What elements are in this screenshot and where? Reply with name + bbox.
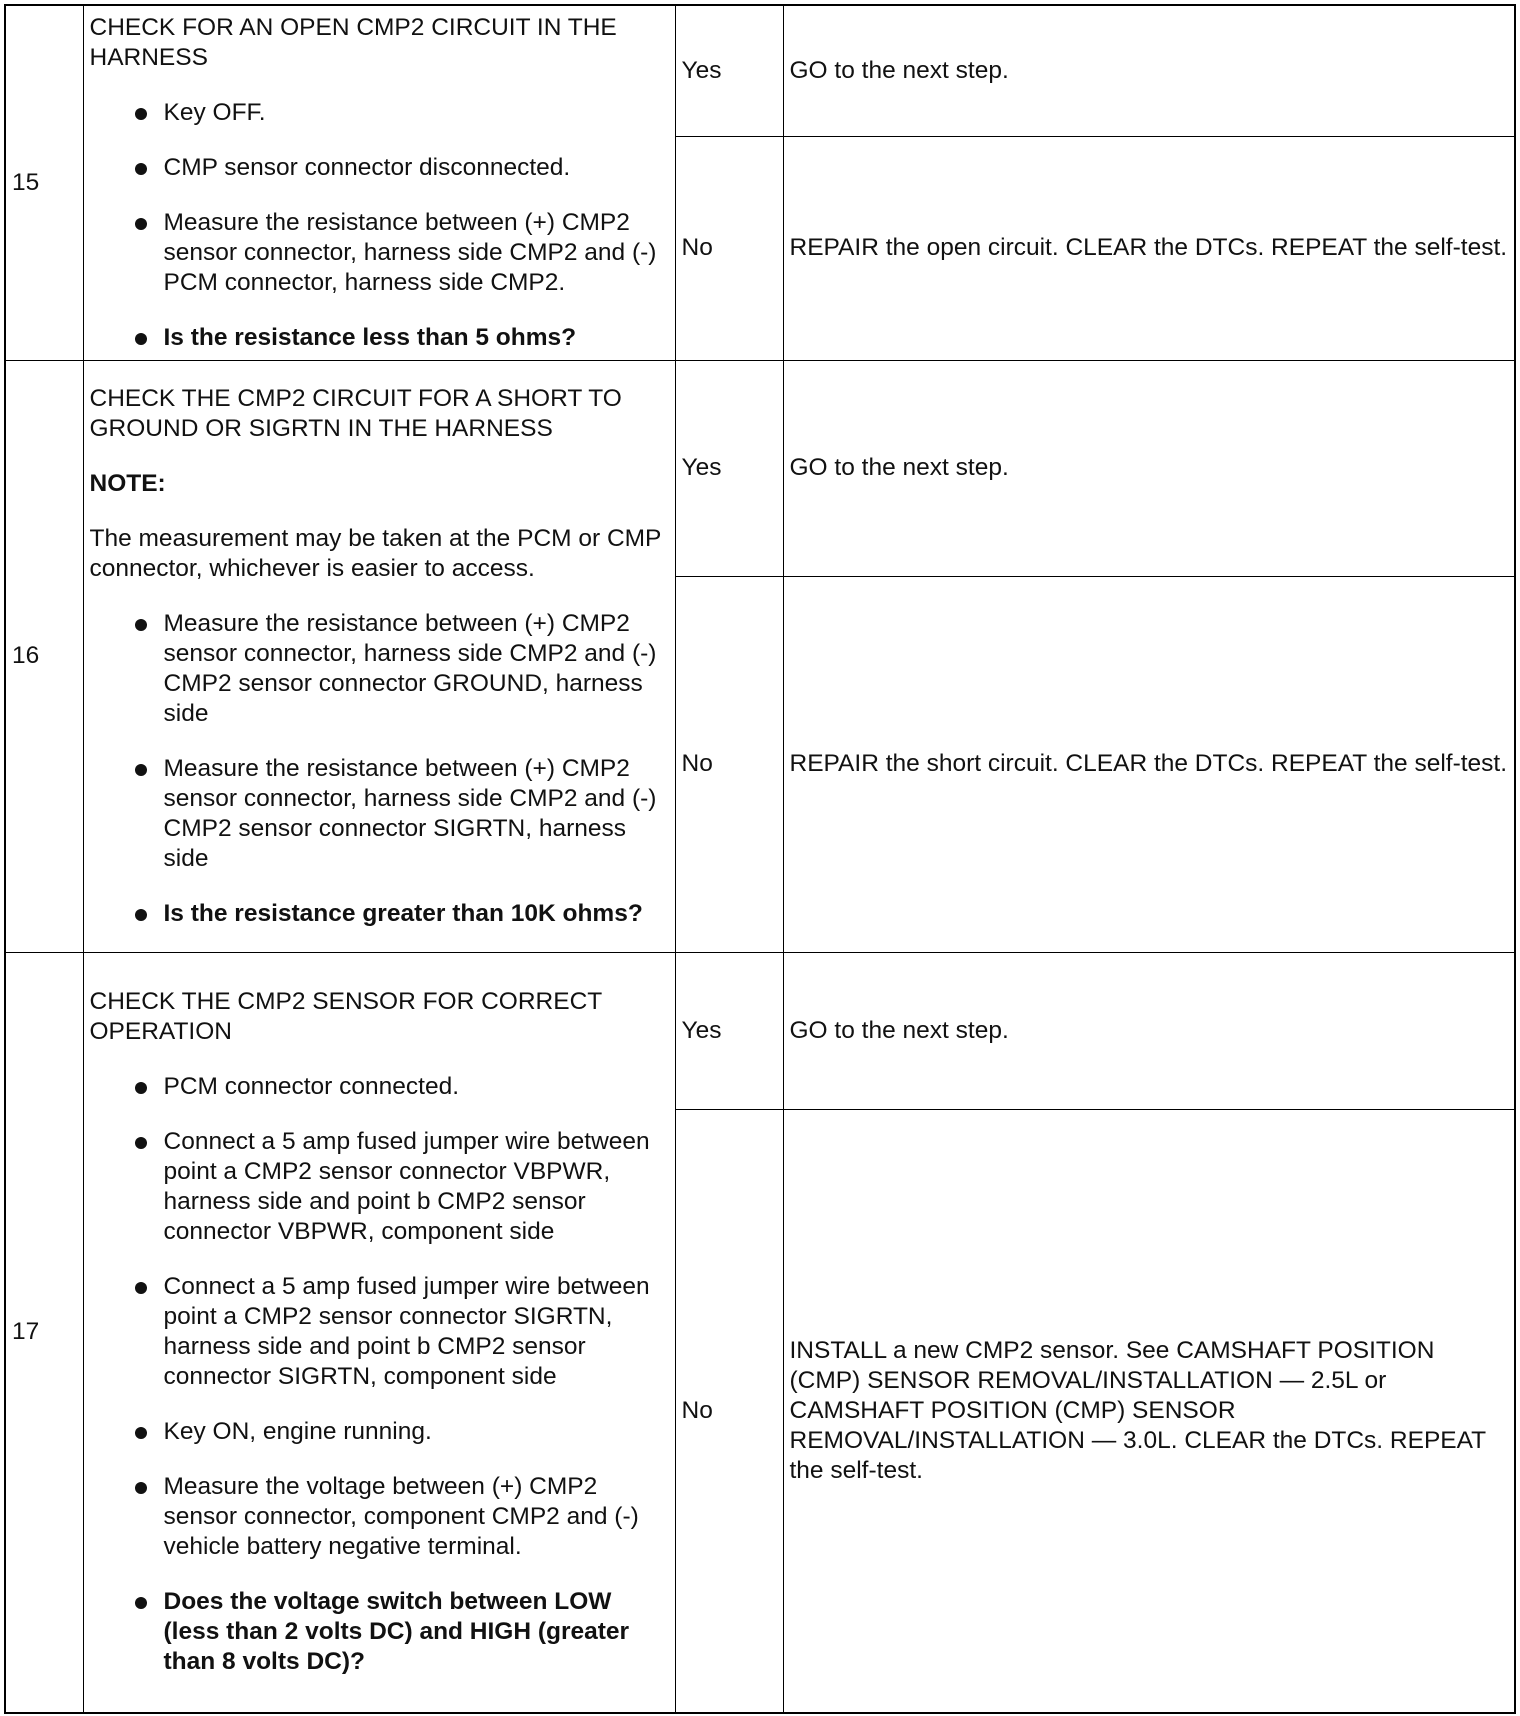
note-text: The measurement may be taken at the PCM or CMP connector, whichever is easier to access. xyxy=(89,524,661,582)
step-15-yes-row xyxy=(5,5,1515,136)
note-heading: NOTE: xyxy=(89,469,166,497)
step-action xyxy=(83,5,675,360)
step-bullet: Measure the resistance between (+) CMP2 sensor connector, harness side CMP2 and (-) PCM connector, harness side CMP2. xyxy=(164,208,669,298)
step-bullet-list xyxy=(90,1072,669,1677)
step-bullet: PCM connector connected. xyxy=(164,1072,669,1102)
step-bullet: Connect a 5 amp fused jumper wire between point a CMP2 sensor connector VBPWR, harness side and point b CMP2 sensor connector VBPWR, component side xyxy=(164,1127,669,1247)
step-number: 15 xyxy=(5,5,83,360)
result-no-action: REPAIR the short circuit. CLEAR the DTCs. REPEAT the self-test. xyxy=(783,576,1515,952)
result-yes-action: GO to the next step. xyxy=(783,952,1515,1109)
step-bullet: Measure the resistance between (+) CMP2 sensor connector, harness side CMP2 and (-) CMP2 sensor connector SIGRTN, harness side xyxy=(164,754,669,874)
step-bullet-list xyxy=(90,609,669,929)
result-yes-action: GO to the next step. xyxy=(783,5,1515,136)
step-bullet: Connect a 5 amp fused jumper wire between point a CMP2 sensor connector SIGRTN, harness side and point b CMP2 sensor connector SIGRTN, component side xyxy=(164,1272,669,1392)
step-bullet: Measure the voltage between (+) CMP2 sensor connector, component CMP2 and (-) vehicle battery negative terminal. xyxy=(164,1472,669,1562)
result-yes-action: GO to the next step. xyxy=(783,360,1515,576)
step-title: CHECK THE CMP2 SENSOR FOR CORRECT OPERATION xyxy=(89,988,602,1046)
result-no-label: No xyxy=(675,136,783,360)
step-bullet: CMP sensor connector disconnected. xyxy=(164,153,669,183)
step-bullet: Key ON, engine running. xyxy=(164,1417,669,1447)
result-yes-label: Yes xyxy=(675,360,783,576)
result-yes-label: Yes xyxy=(675,952,783,1109)
diagnostic-procedure-document xyxy=(4,4,1516,1712)
step-number: 16 xyxy=(5,360,83,952)
step-number: 17 xyxy=(5,952,83,1713)
step-bullet-list xyxy=(90,98,669,353)
step-bullet: Key OFF. xyxy=(164,98,669,128)
step-title: CHECK THE CMP2 CIRCUIT FOR A SHORT TO GROUND OR SIGRTN IN THE HARNESS xyxy=(89,384,622,442)
step-bullet: Measure the resistance between (+) CMP2 sensor connector, harness side CMP2 and (-) CMP2 sensor connector GROUND, harness side xyxy=(164,609,669,729)
step-title: CHECK FOR AN OPEN CMP2 CIRCUIT IN THE HARNESS xyxy=(89,13,617,71)
step-17-yes-row xyxy=(5,952,1515,1109)
result-yes-label: Yes xyxy=(675,5,783,136)
result-no-action: REPAIR the open circuit. CLEAR the DTCs. REPEAT the self-test. xyxy=(783,136,1515,360)
step-question: Is the resistance greater than 10K ohms? xyxy=(164,899,669,929)
step-action xyxy=(83,360,675,952)
step-16-yes-row xyxy=(5,360,1515,576)
result-no-label: No xyxy=(675,1109,783,1713)
step-question: Does the voltage switch between LOW (less than 2 volts DC) and HIGH (greater than 8 volts DC)? xyxy=(164,1587,669,1677)
result-no-action: INSTALL a new CMP2 sensor. See CAMSHAFT POSITION (CMP) SENSOR REMOVAL/INSTALLATION — 2.5L or CAMSHAFT POSITION (CMP) SENSOR REMOVAL/INSTALLATION — 3.0L. CLEAR the DTCs. REPEAT the self-test. xyxy=(783,1109,1515,1713)
pinpoint-test-table xyxy=(4,4,1516,1714)
step-action xyxy=(83,952,675,1713)
result-no-label: No xyxy=(675,576,783,952)
step-question: Is the resistance less than 5 ohms? xyxy=(164,323,669,353)
